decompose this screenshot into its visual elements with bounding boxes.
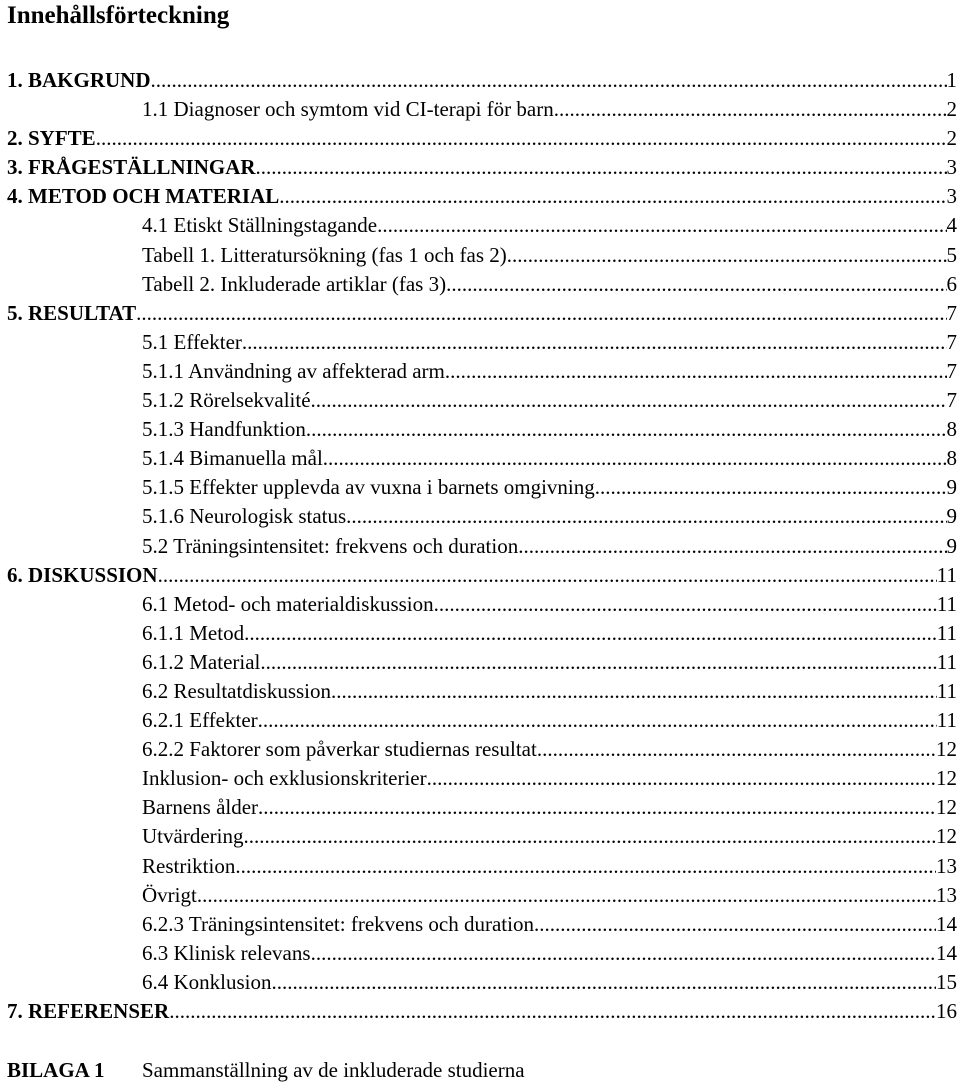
toc-dot-leader [446,270,946,299]
toc-dot-leader [377,211,946,240]
toc-entry-page-number: 9 [946,475,957,500]
toc-dot-leader [169,997,936,1026]
toc-dot-leader [346,502,946,531]
toc-entry-page-number: 8 [946,417,957,442]
toc-entry-page-number: 5 [946,242,957,267]
toc-entry-label: 6.4 Konklusion [142,969,272,994]
table-of-contents [0,66,960,1026]
toc-entry-label: Restriktion [142,853,236,878]
toc-entry-label: 5. RESULTAT [7,300,137,325]
toc-entry-label: 6.2 Resultatdiskussion [142,678,332,703]
toc-entry[interactable] [0,502,960,531]
toc-dot-leader [96,124,947,153]
toc-entry-label: 6.2.3 Träningsintensitet: frekvens och duration [142,911,534,936]
toc-dot-leader [427,764,936,793]
toc-dot-leader [595,473,947,502]
toc-entry-page-number: 6 [946,271,957,296]
toc-entry-label: 2. SYFTE [7,126,96,151]
toc-entry[interactable] [0,648,960,677]
toc-entry-page-number: 4 [946,213,957,238]
toc-entry[interactable] [0,881,960,910]
toc-entry-label: 6.2.1 Effekter [142,708,258,733]
toc-entry-page-number: 11 [936,591,957,616]
toc-entry[interactable] [0,997,960,1026]
toc-entry[interactable] [0,968,960,997]
toc-entry[interactable] [0,386,960,415]
toc-entry-page-number: 8 [946,446,957,471]
toc-entry-page-number: 11 [936,708,957,733]
toc-entry-page-number: 7 [946,388,957,413]
toc-dot-leader [136,299,946,328]
toc-entry[interactable] [0,95,960,124]
toc-dot-leader [445,357,947,386]
toc-entry-page-number: 9 [946,533,957,558]
toc-dot-leader [518,532,946,561]
toc-entry-label: Barnens ålder [142,795,259,820]
toc-entry-page-number: 14 [936,911,957,936]
toc-entry-page-number: 13 [936,853,957,878]
appendix-title: Sammanställning av de inkluderade studierna [142,1058,525,1082]
toc-entry-page-number: 7 [946,329,957,354]
toc-dot-leader [242,328,947,357]
toc-entry-label: Övrigt [142,882,197,907]
toc-entry-page-number: 1 [946,68,957,92]
toc-dot-leader [306,415,947,444]
toc-entry-label: 5.1.1 Användning av affekterad arm [142,358,445,383]
toc-entry[interactable] [0,910,960,939]
toc-entry-page-number: 11 [936,678,957,703]
toc-entry-label: Utvärdering [142,824,244,849]
toc-entry[interactable] [0,211,960,240]
toc-dot-leader [537,735,936,764]
toc-entry[interactable] [0,153,960,182]
toc-dot-leader [311,386,947,415]
toc-entry-page-number: 16 [936,999,957,1023]
toc-entry-page-number: 2 [946,126,957,151]
toc-entry-page-number: 3 [946,155,957,180]
toc-entry-label: 4.1 Etiskt Ställningstagande [142,213,378,238]
toc-entry[interactable] [0,677,960,706]
toc-entry-label: 5.2 Träningsintensitet: frekvens och duration [142,533,519,558]
toc-dot-leader [158,561,937,590]
toc-dot-leader [151,66,947,95]
toc-entry[interactable] [0,473,960,502]
toc-entry-page-number: 12 [936,824,957,849]
toc-entry[interactable] [0,619,960,648]
toc-entry[interactable] [0,241,960,270]
toc-entry[interactable] [0,590,960,619]
toc-entry-label: 4. METOD OCH MATERIAL [7,184,280,209]
toc-entry-label: Tabell 2. Inkluderade artiklar (fas 3) [142,271,447,296]
toc-dot-leader [235,852,936,881]
toc-entry[interactable] [0,182,960,211]
toc-dot-leader [434,590,937,619]
toc-entry[interactable] [0,328,960,357]
toc-entry-page-number: 12 [936,766,957,791]
toc-entry-page-number: 11 [936,620,957,645]
toc-entry[interactable] [0,706,960,735]
appendix-entry[interactable] [7,1056,525,1085]
toc-dot-leader [256,153,947,182]
toc-entry-label: 5.1.4 Bimanuella mål [142,446,323,471]
toc-entry-label: 1. BAKGRUND [7,68,151,92]
toc-entry[interactable] [0,299,960,328]
appendix-label: BILAGA 1 [7,1058,105,1082]
toc-dot-leader [279,182,946,211]
toc-dot-leader [507,241,947,270]
toc-entry[interactable] [0,444,960,473]
toc-dot-leader [260,648,936,677]
toc-entry-page-number: 11 [936,649,957,674]
toc-entry[interactable] [0,793,960,822]
toc-entry-label: 3. FRÅGESTÄLLNINGAR [7,155,256,180]
toc-entry-label: 6.1.2 Material [142,649,261,674]
toc-entry-page-number: 11 [936,562,957,587]
toc-entry-label: Tabell 1. Litteratursökning (fas 1 och fas 2) [142,242,507,267]
toc-entry-page-number: 2 [946,97,957,122]
toc-entry-page-number: 13 [936,882,957,907]
toc-entry-label: 6.2.2 Faktorer som påverkar studiernas resultat [142,737,537,762]
toc-entry[interactable] [0,270,960,299]
toc-dot-leader [311,939,936,968]
toc-entry-label: 6.1.1 Metod [142,620,245,645]
toc-entry-label: 5.1.2 Rörelsekvalité [142,388,311,413]
toc-dot-leader [197,881,936,910]
toc-dot-leader [534,910,936,939]
toc-entry[interactable] [0,415,960,444]
toc-entry-page-number: 15 [936,969,957,994]
toc-entry-label: 5.1.5 Effekter upplevda av vuxna i barnets omgivning [142,475,595,500]
toc-entry-page-number: 12 [936,737,957,762]
toc-entry-page-number: 9 [946,504,957,529]
toc-entry-label: 5.1.6 Neurologisk status [142,504,347,529]
toc-entry[interactable] [0,764,960,793]
toc-entry-label: 6.3 Klinisk relevans [142,940,311,965]
toc-entry[interactable] [0,124,960,153]
toc-dot-leader [243,822,936,851]
toc-dot-leader [331,677,937,706]
toc-dot-leader [554,95,947,124]
toc-entry-label: 7. REFERENSER [7,999,170,1023]
toc-entry[interactable] [0,852,960,881]
toc-entry-label: 5.1.3 Handfunktion [142,417,306,442]
toc-entry-page-number: 14 [936,940,957,965]
toc-entry-page-number: 7 [946,358,957,383]
toc-entry-label: 5.1 Effekter [142,329,242,354]
toc-dot-leader [244,619,937,648]
toc-entry-label: Inklusion- och exklusionskriterier [142,766,427,791]
toc-dot-leader [272,968,936,997]
toc-entry[interactable] [0,66,960,95]
toc-entry[interactable] [0,532,960,561]
toc-entry[interactable] [0,561,960,590]
page-title: Innehållsförteckning [7,2,230,29]
toc-entry-label: 6.1 Metod- och materialdiskussion [142,591,434,616]
toc-entry-page-number: 12 [936,795,957,820]
toc-entry[interactable] [0,822,960,851]
toc-entry[interactable] [0,939,960,968]
toc-dot-leader [258,793,936,822]
toc-entry[interactable] [0,735,960,764]
toc-entry-page-number: 3 [946,184,957,209]
toc-entry-label: 1.1 Diagnoser och symtom vid CI-terapi för barn [142,97,554,122]
toc-entry[interactable] [0,357,960,386]
toc-entry-label: 6. DISKUSSION [7,562,158,587]
toc-dot-leader [258,706,937,735]
toc-dot-leader [323,444,947,473]
toc-entry-page-number: 7 [946,300,957,325]
